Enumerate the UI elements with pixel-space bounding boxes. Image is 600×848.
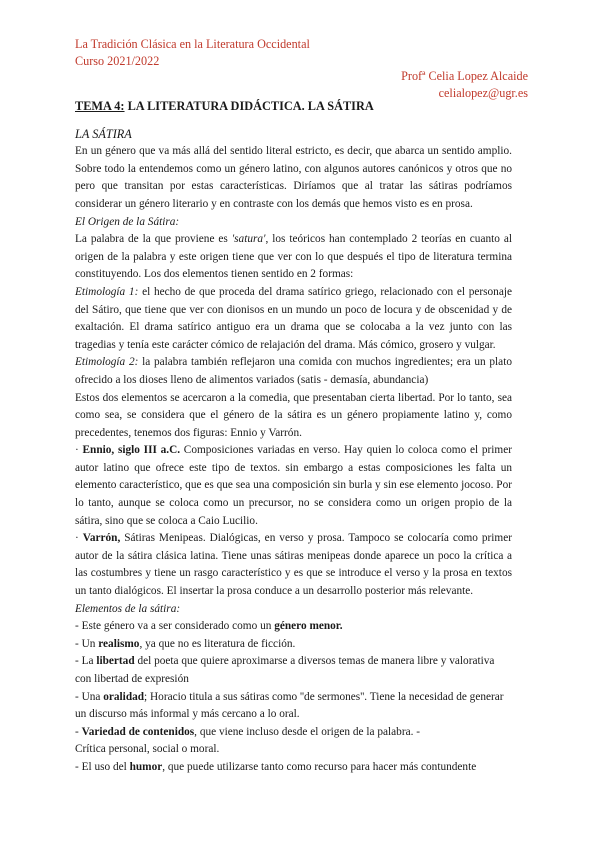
etimologia-1-text: el hecho de que proceda del drama satírico griego, relacionado con el personaje del Sátiro, que tiene que ver con dionisos en un mundo un poco de locura y de obscenidad y de exaltación. El drama satírico antiguo era un drama que se colocaba a la vez junto con las tragedias y tenía este carácter cómico de relajación del drama. Más cómico, grosero y vulgar. <box>75 285 512 351</box>
etimologia-2-text: la palabra también reflejaron una comida con muchos ingredientes; era un plato ofrecido a los dioses lleno de alimentos variados (satis - demasía, abundancia) <box>75 356 512 386</box>
bold-term: humor <box>129 760 163 773</box>
bold-term: realismo <box>98 637 140 650</box>
course-title: La Tradición Clásica en la Literatura Occidental <box>75 37 310 51</box>
bold-term: oralidad <box>103 690 145 703</box>
elemento-libertad <box>75 653 512 688</box>
page-title <box>75 98 512 116</box>
course-year: Curso 2021/2022 <box>75 54 160 68</box>
header-author <box>401 68 528 102</box>
text-run: del poeta que quiere aproximarse a diversos temas de manera libre y valorativa con libertad de expresión <box>75 655 495 685</box>
elemento-humor <box>75 759 512 777</box>
text-run: - Este género va a ser considerado como un <box>75 620 275 633</box>
varron-paragraph <box>75 530 512 600</box>
elemento-variedad <box>75 724 512 742</box>
ennio-label: Ennio, siglo III a.C. <box>82 444 181 457</box>
title-text: LA LITERATURA DIDÁCTICA. LA SÁTIRA <box>124 99 374 113</box>
text-run: - <box>75 725 82 738</box>
section-heading-satira: LA SÁTIRA <box>75 126 132 141</box>
text-run: - Una <box>75 690 104 703</box>
origen-paragraph-2: Estos dos elementos se acercaron a la comedia, que presentaban cierta libertad. Por lo tanto, sea como sea, se considera que el género de la sátira es un género propiamente latino y, como precedentes, tenemos dos figuras: Ennio y Varrón. <box>75 391 512 439</box>
etimologia-2-label: Etimología 2: <box>75 356 139 369</box>
elemento-oralidad <box>75 689 512 724</box>
title-tema: TEMA 4: <box>75 99 125 113</box>
bullet: · <box>75 532 83 545</box>
ennio-text: Composiciones variadas en verso. Hay quien lo coloca como el primer autor latino que ofrece este tipo de textos. sin embargo a estas composiciones les falta un elemento característico, que es que sea una composición sin burla y sin ese elemento jocoso. Por lo tanto, aunque se coloca como un precursor, no se considera como un origen propio de la sátira, sino que se coloca a Caio Lucilio. <box>75 444 512 527</box>
bold-term: género menor. <box>274 620 343 633</box>
elemento-genero-menor <box>75 618 512 636</box>
text-run: , ya que no es literatura de ficción. <box>139 637 296 650</box>
elemento-realismo <box>75 636 512 654</box>
satura-word: 'satura' <box>231 233 266 246</box>
heading-origen: El Origen de la Sátira: <box>75 215 180 228</box>
bullet: · <box>75 444 83 457</box>
text-run: - El uso del <box>75 760 130 773</box>
text-run: - Un <box>75 637 99 650</box>
bold-term: Variedad de contenidos <box>81 725 195 738</box>
varron-label: Varrón, <box>82 532 121 545</box>
etimologia-1 <box>75 284 512 354</box>
document-body <box>75 98 512 777</box>
text-run: , los teóricos han contemplado 2 teorías en cuanto al origen de la palabra y este origen tiene que ver con lo que después el tipo de literatura termina constituyendo. Los dos elementos tienen sentido en 2 formas: <box>75 233 512 281</box>
intro-paragraph: En un género que va más allá del sentido literal estricto, es decir, que abarca un sentido amplio. Sobre todo la entendemos como un género latino, con algunos autores canónicos y otros que no pero que transitan por estas características. Diríamos que al tratar las sátiras podríamos considerar un género literario y en contraste con los demás que hemos visto es en prosa. <box>75 145 512 210</box>
etimologia-1-label: Etimología 1: <box>75 285 139 298</box>
heading-elementos: Elementos de la sátira: <box>75 602 181 615</box>
elemento-critica: Crítica personal, social o moral. <box>75 743 220 756</box>
text-run: ; Horacio titula a sus sátiras como ''de sermones''. Tiene la necesidad de generar un discurso más informal y más cercano a lo oral. <box>75 690 504 721</box>
text-run: , que viene incluso desde el origen de la palabra. - <box>194 725 421 738</box>
ennio-paragraph <box>75 442 512 530</box>
bold-term: libertad <box>96 655 135 668</box>
author-email: celialopez@ugr.es <box>438 86 528 100</box>
varron-text: Sátiras Menipeas. Dialógicas, en verso y prosa. Tampoco se colocaría como primer autor de la sátira clásica latina. Tiene unas sátiras menipeas donde aparece un poco la crítica a las costumbres y tiene un rasgo característico y es que se introduce el verso y la prosa en textos un tanto dialógicos. El insertar la prosa conduce a un desarrollo posterior más relevante. <box>75 532 512 598</box>
origen-paragraph-1 <box>75 231 512 284</box>
text-run: La palabra de la que proviene es <box>75 233 232 246</box>
author-name: Profª Celia Lopez Alcaide <box>401 69 528 83</box>
header-course <box>75 36 310 70</box>
text-run: , que puede utilizarse tanto como recurso para hacer más contundente <box>162 760 477 773</box>
text-run: - La <box>75 655 97 668</box>
etimologia-2 <box>75 354 512 389</box>
